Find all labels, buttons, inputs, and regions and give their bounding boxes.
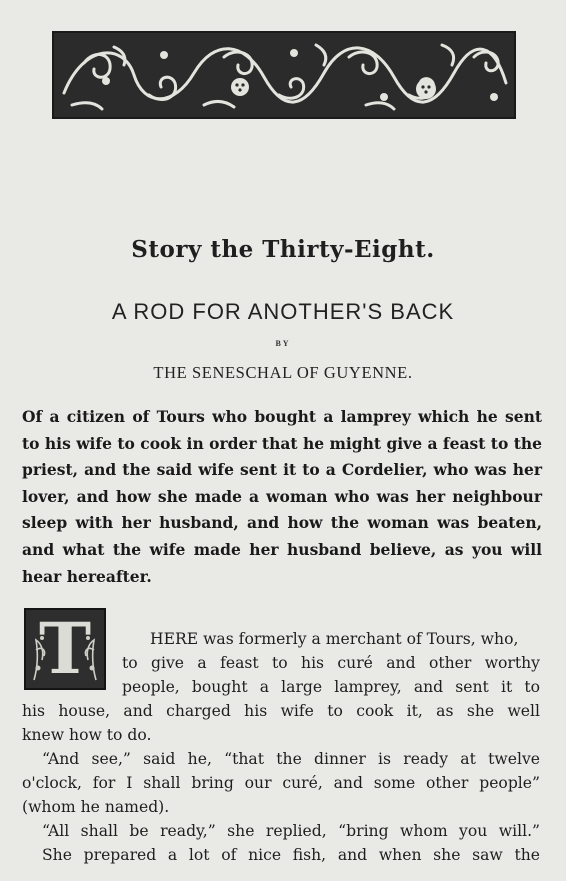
- body-line: (whom he named).: [22, 798, 170, 816]
- body-line: people, bought a large lamprey, and sent it to: [122, 678, 540, 696]
- drop-cap: [24, 608, 106, 690]
- ornamental-header-band: [52, 31, 516, 119]
- body-line: HERE was formerly a merchant of Tours, who,: [150, 630, 519, 648]
- story-number-heading: Story the Thirty-Eight.: [131, 236, 435, 263]
- story-author: THE SENESCHAL OF GUYENNE.: [153, 363, 413, 382]
- story-summary: Of a citizen of Tours who bought a lamprey which he sent to his wife to cook in order that he might give a feast to the priest, and the said wife sent it to a Cordelier, who was her lover, and how she made a woman who was her neighbour sleep with her husband, and how the woman was beaten, and what the wife made her husband believe, as you will hear hereafter.: [22, 407, 542, 586]
- body-line: o'clock, for I shall bring our curé, and some other people”: [22, 774, 540, 792]
- by-label: BY: [275, 339, 291, 348]
- drop-cap-letter: T: [38, 607, 92, 690]
- body-line: his house, and charged his wife to cook it, as she well: [22, 702, 540, 720]
- body-line: to give a feast to his curé and other worthy: [122, 654, 540, 672]
- floral-scroll-ornament-icon: [54, 33, 514, 117]
- story-title: A ROD FOR ANOTHER'S BACK: [111, 299, 455, 324]
- body-line: knew how to do.: [22, 726, 152, 744]
- body-line: She prepared a lot of nice fish, and when she saw the: [42, 846, 540, 864]
- body-line: “And see,” said he, “that the dinner is ready at twelve: [42, 750, 540, 768]
- body-line: “All shall be ready,” she replied, “bring whom you will.”: [42, 822, 540, 840]
